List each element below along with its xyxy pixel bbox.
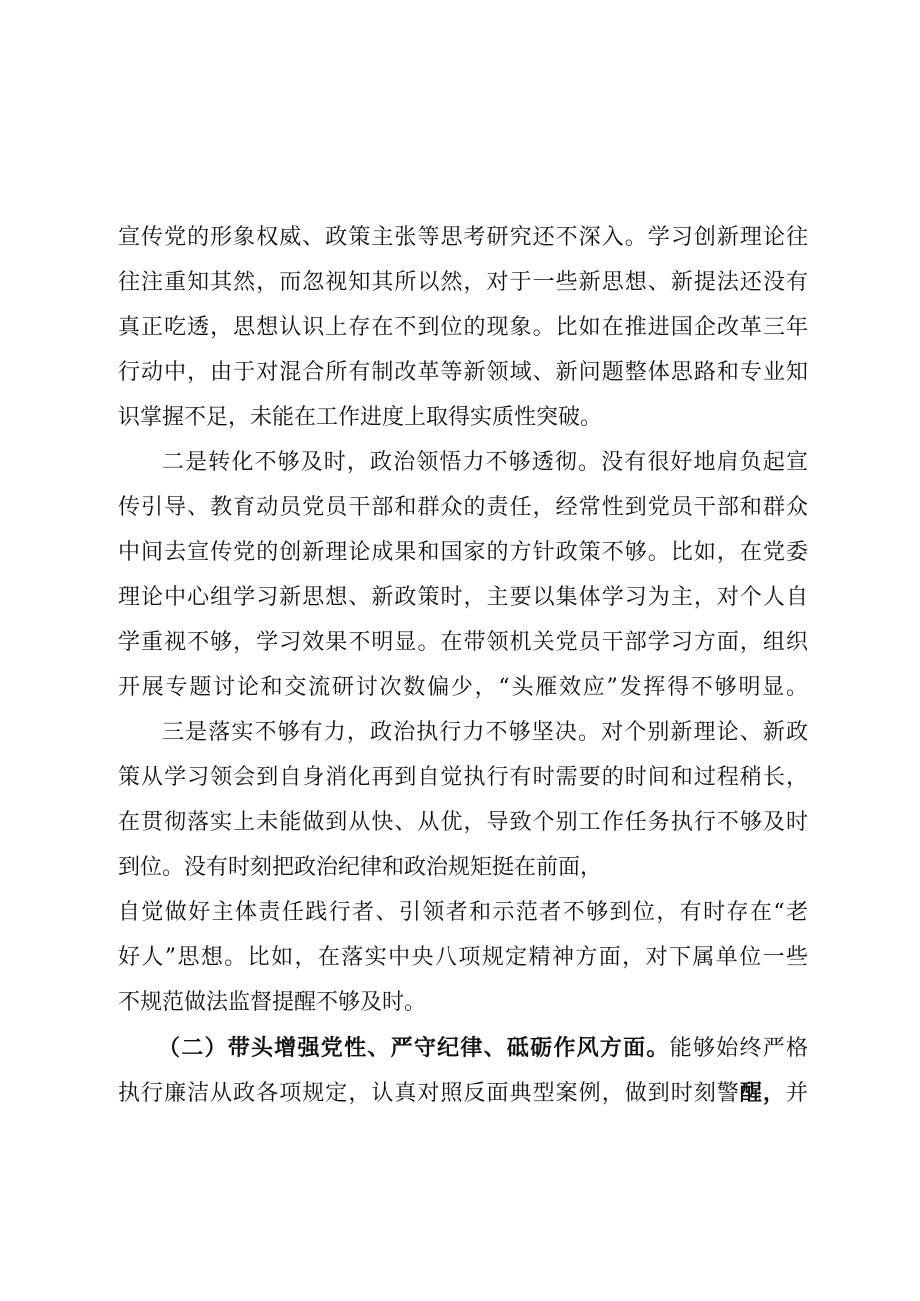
paragraph-4-line-2-bold: 醒， [739,1080,786,1106]
paragraph-2-line-3: 中间去宣传党的创新理论成果和国家的方针政策不够。比如，在党委 [118,540,808,565]
paragraph-4-line-2-end: 并 [785,1081,808,1106]
paragraph-3-line-7: 不规范做法监督提醒不够及时。 [118,990,427,1015]
paragraph-3-line-1: 三是落实不够有力，政治执行力不够坚决。对个别新理论、新政 [162,720,808,745]
section-heading-tail: 能够始终严格 [669,1036,808,1061]
paragraph-2-line-2: 传引导、教育动员党员干部和群众的责任，经常性到党员干部和群众 [118,495,808,520]
paragraph-1-line-1: 宣传党的形象权威、政策主张等思考研究还不深入。学习创新理论往 [118,225,808,250]
paragraph-3-line-2: 策从学习领会到自身消化再到自觉执行有时需要的时间和过程稍长， [118,765,808,790]
paragraph-4-line-2 [118,1078,808,1108]
paragraph-1-line-5: 识掌握不足，未能在工作进度上取得实质性突破。 [118,405,603,430]
section-heading: （二）带头增强党性、严守纪律、砥砺作风方面。 [158,1035,670,1061]
paragraph-3-line-4: 到位。没有时刻把政治纪律和政治规矩挺在前面， [118,855,603,880]
section-heading-line [158,1033,808,1063]
paragraph-3-line-3: 在贯彻落实上未能做到从快、从优，导致个别工作任务执行不够及时 [118,810,808,835]
paragraph-1-line-2: 往注重知其然，而忽视知其所以然，对于一些新思想、新提法还没有 [118,270,808,295]
paragraph-2-line-4: 理论中心组学习新思想、新政策时，主要以集体学习为主，对个人自 [118,585,808,610]
paragraph-1-line-4: 行动中，由于对混合所有制改革等新领域、新问题整体思路和专业知 [118,360,808,385]
paragraph-2-line-6: 开展专题讨论和交流研讨次数偏少，“头雁效应”发挥得不够明显。 [118,675,808,700]
paragraph-1-line-3: 真正吃透，思想认识上存在不到位的现象。比如在推进国企改革三年 [118,315,808,340]
paragraph-3-line-6: 好人”思想。比如，在落实中央八项规定精神方面，对下属单位一些 [118,945,808,970]
paragraph-2-line-5: 学重视不够，学习效果不明显。在带领机关党员干部学习方面，组织 [118,630,808,655]
paragraph-4-line-2-text: 执行廉洁从政各项规定，认真对照反面典型案例，做到时刻警 [118,1081,740,1106]
paragraph-3-line-5: 自觉做好主体责任践行者、引领者和示范者不够到位，有时存在“老 [118,900,808,925]
paragraph-2-line-1: 二是转化不够及时，政治领悟力不够透彻。没有很好地肩负起宣 [162,450,808,475]
